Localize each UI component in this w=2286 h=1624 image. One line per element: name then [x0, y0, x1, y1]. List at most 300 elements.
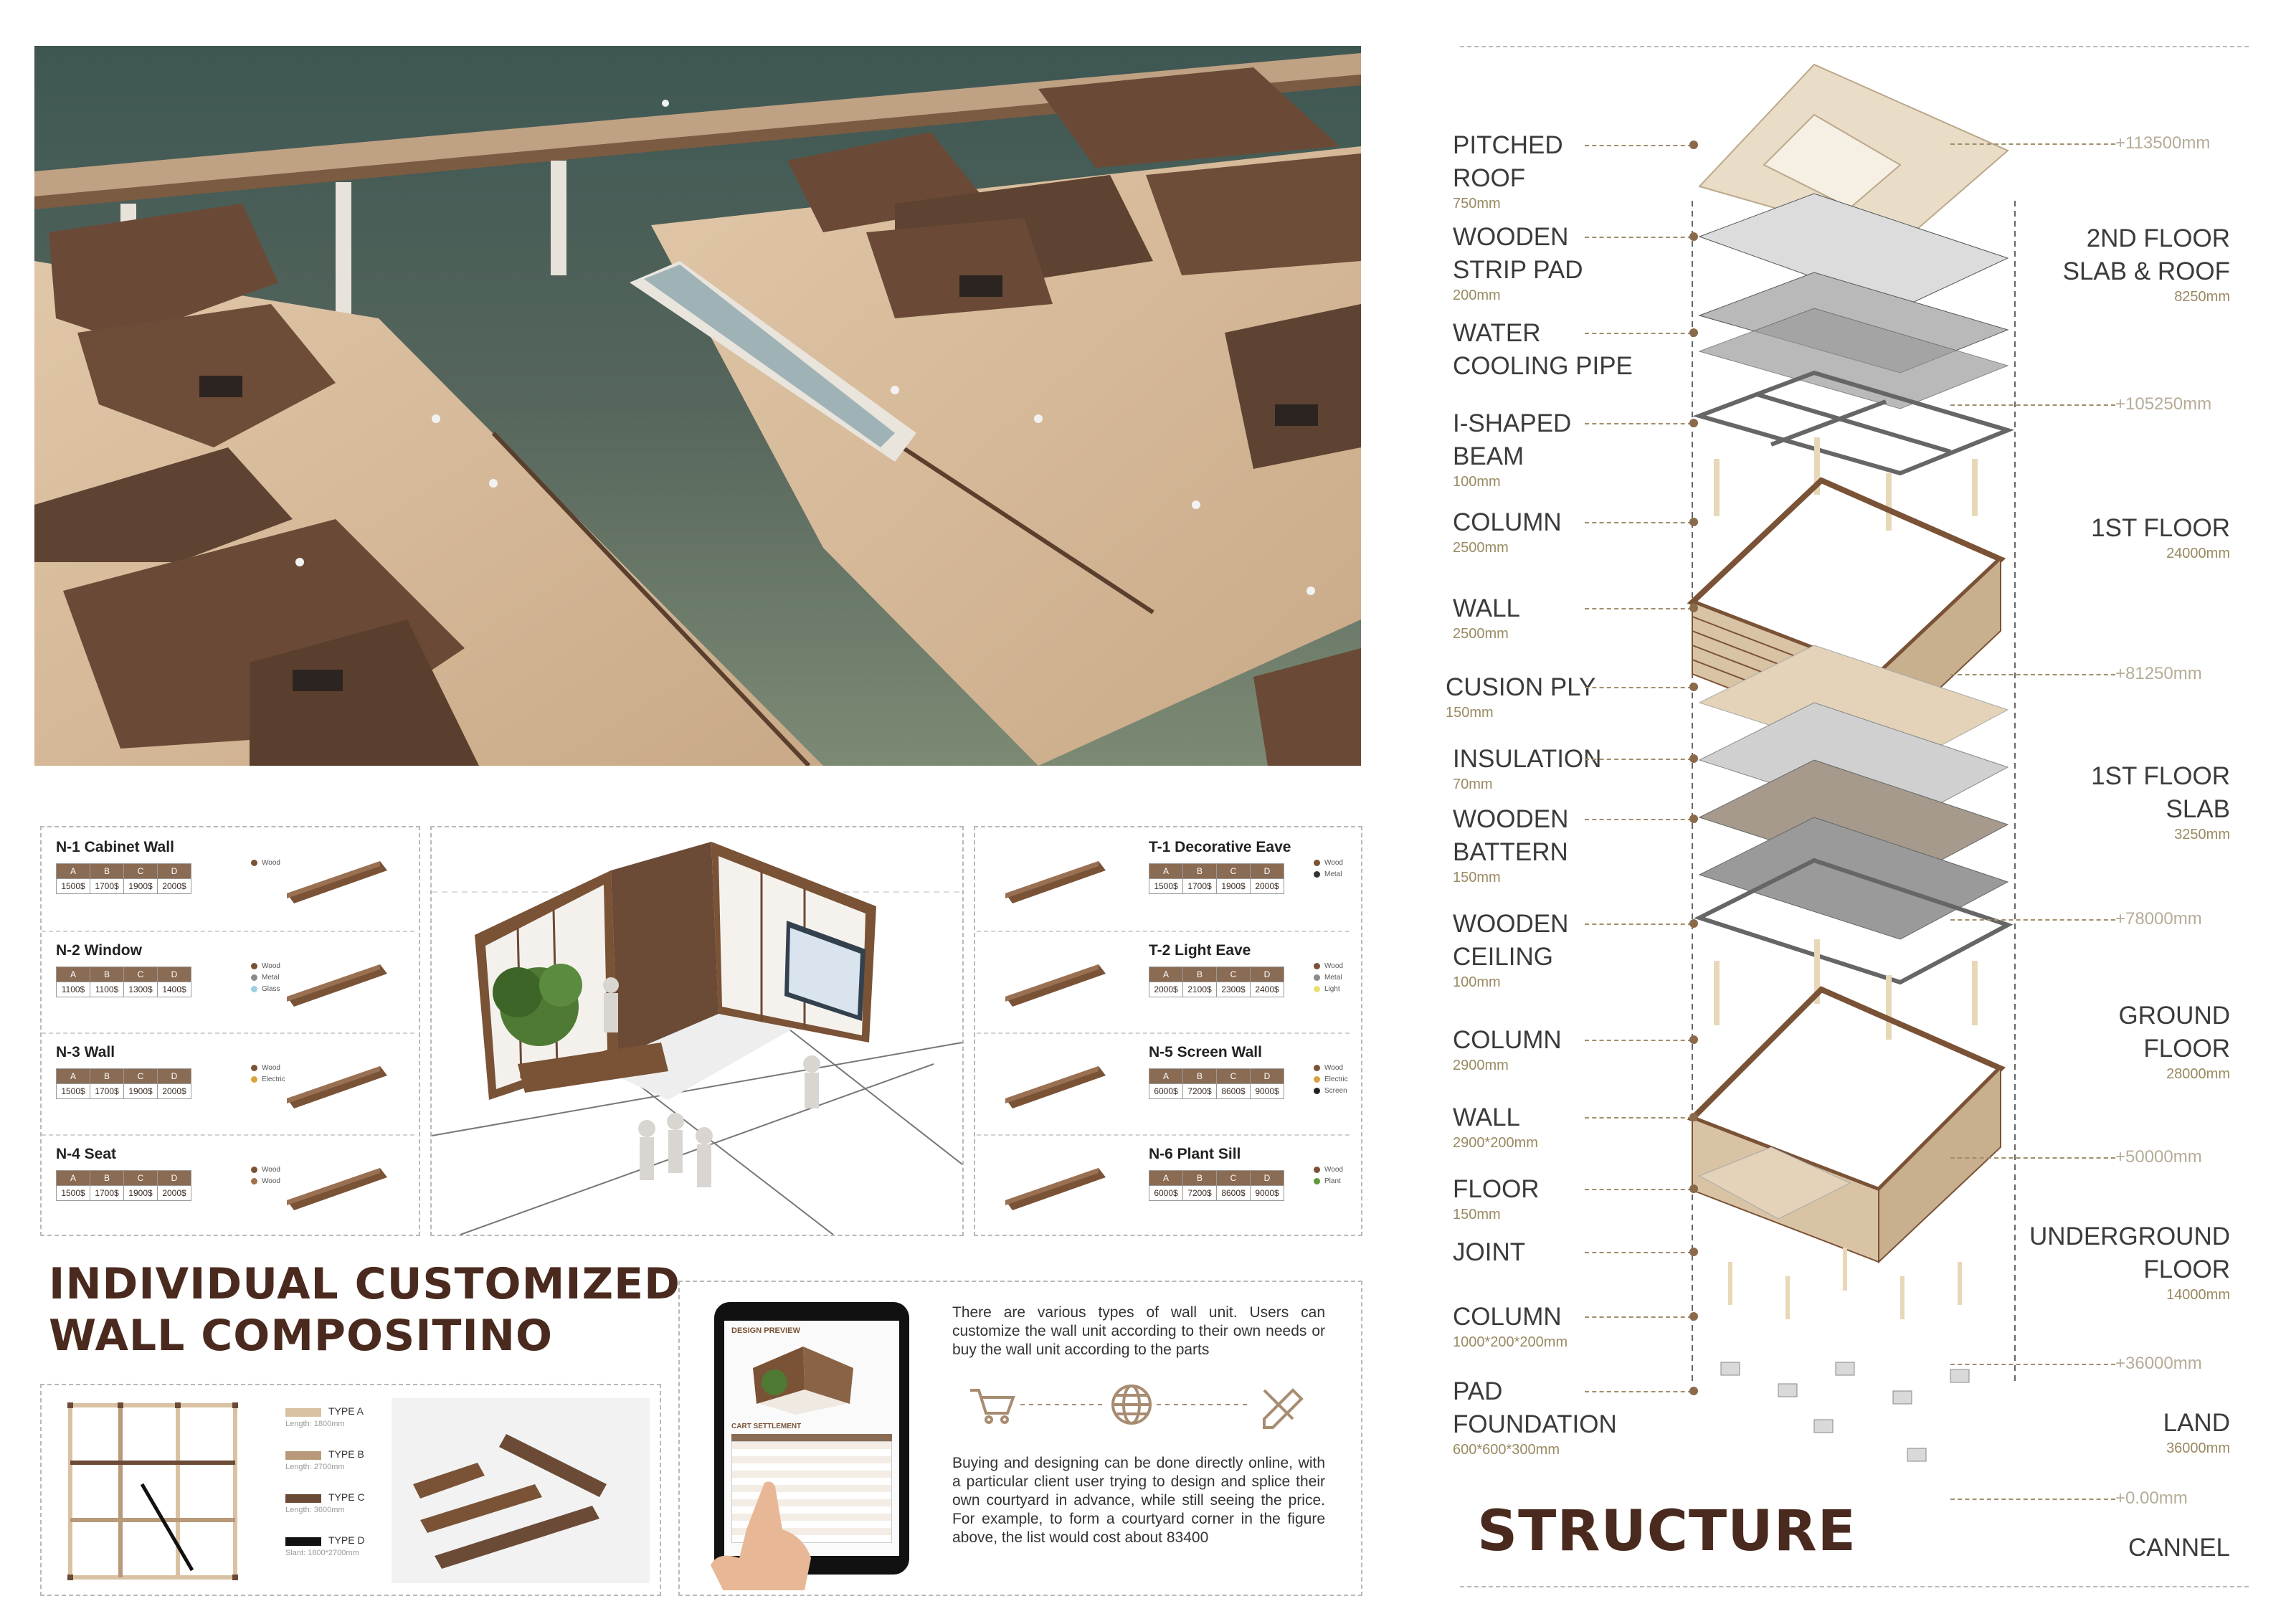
unit-card[interactable] [977, 931, 1350, 1025]
level-label-line2: FLOOR [2143, 1255, 2230, 1283]
price-cell: 1900$ [124, 1084, 158, 1099]
structure-label-line2: ROOF [1453, 164, 1526, 192]
material-legend-item [1314, 1176, 1343, 1187]
material-legend [1314, 961, 1343, 995]
material-label: Wood [1324, 859, 1343, 867]
structure-label [1453, 1301, 1568, 1351]
section-title-line2: WALL COMPOSITINO [49, 1311, 554, 1361]
leader-line [1585, 1252, 1692, 1253]
elevation-line [1950, 674, 2115, 675]
price-cell: 2000$ [158, 1084, 191, 1099]
material-legend-item [1314, 1086, 1348, 1097]
price-cell: 1400$ [158, 982, 191, 997]
level-label-line1: UNDERGROUND [2029, 1222, 2230, 1250]
elevation-value: +50000mm [2115, 1147, 2202, 1167]
price-header: D [158, 864, 191, 879]
unit-thumbnail [280, 850, 394, 908]
material-swatch [251, 860, 257, 866]
price-cell: 1900$ [1217, 879, 1251, 894]
unit-card[interactable] [977, 1134, 1350, 1229]
description-top: There are various types of wall unit. Users can customize the wall unit according to their own needs or buy the wall unit according to the parts [952, 1304, 1325, 1358]
unit-thumbnail [280, 1157, 394, 1215]
price-cell: 7200$ [1183, 1186, 1217, 1201]
price-header: D [158, 1171, 191, 1186]
level-label-line2: SLAB & ROOF [2062, 257, 2230, 285]
material-legend [251, 858, 280, 869]
level-dimension: 8250mm [2174, 289, 2230, 305]
price-header: D [1251, 1171, 1284, 1186]
structure-dimension: 200mm [1453, 288, 1501, 303]
structure-dimension: 150mm [1453, 1207, 1501, 1222]
price-cell: 1500$ [1149, 879, 1183, 894]
unit-card[interactable] [42, 1032, 414, 1127]
material-legend-item [1314, 984, 1343, 995]
material-legend [1314, 1063, 1348, 1097]
price-cell: 1700$ [1183, 879, 1217, 894]
material-legend [251, 1164, 280, 1187]
material-label: Screen [1324, 1087, 1347, 1095]
structure-label [1453, 129, 1563, 212]
leader-line [1585, 1117, 1692, 1119]
structure-bottom-rule [1460, 1586, 2249, 1587]
type-swatch [285, 1537, 321, 1546]
tablet-cart-header: CART SETTLEMENT [731, 1423, 802, 1430]
material-legend-item [1314, 1063, 1348, 1074]
material-legend-item [1314, 961, 1343, 972]
structure-label [1453, 407, 1571, 490]
material-legend-item [1314, 858, 1343, 869]
type-name: TYPE A [328, 1405, 364, 1417]
structure-title: STRUCTURE [1477, 1499, 1856, 1564]
structure-dimension: 600*600*300mm [1453, 1442, 1560, 1458]
elevation-value: +105250mm [2115, 394, 2212, 414]
material-legend-item [1314, 1074, 1348, 1086]
unit-title: N-4 Seat [56, 1146, 117, 1162]
structure-label [1453, 506, 1562, 556]
structure-dimension: 2900*200mm [1453, 1135, 1538, 1151]
leader-line [1585, 1040, 1692, 1041]
price-cell: 1900$ [124, 1186, 158, 1201]
type-length: Length: 2700mm [285, 1463, 345, 1471]
type-length: Length: 3600mm [285, 1506, 345, 1514]
level-label [2163, 1407, 2230, 1457]
structure-label-line1: COLUMN [1453, 1303, 1562, 1331]
structure-dimension: 2500mm [1453, 626, 1509, 642]
leader-dot [1689, 919, 1698, 928]
price-cell: 1700$ [90, 1186, 124, 1201]
structure-label-line2: STRIP PAD [1453, 256, 1583, 284]
level-label [2091, 760, 2230, 843]
leader-dot [1689, 1113, 1698, 1121]
structure-label-line2: COOLING PIPE [1453, 352, 1633, 380]
material-swatch [1314, 1167, 1320, 1173]
price-header: C [1217, 967, 1251, 982]
leader-dot [1689, 815, 1698, 823]
level-dimension: 14000mm [2166, 1287, 2230, 1303]
structure-label-line1: WOODEN [1453, 910, 1569, 938]
structure-label [1453, 803, 1568, 886]
type-item [285, 1491, 371, 1534]
price-header: B [90, 864, 124, 879]
level-label-line1: GROUND [2118, 1002, 2230, 1030]
unit-card[interactable] [42, 931, 414, 1025]
type-name: TYPE C [328, 1491, 365, 1503]
structure-label-line1: COLUMN [1453, 1026, 1562, 1054]
structure-dimension: 150mm [1453, 870, 1501, 885]
leader-line [1585, 423, 1692, 424]
unit-thumbnail [280, 1055, 394, 1113]
unit-thumbnail [998, 1157, 1113, 1215]
structure-label-line1: CUSION PLY [1446, 673, 1596, 701]
price-header: D [1251, 864, 1284, 879]
price-cell: 1500$ [57, 879, 90, 894]
elevation-line [1950, 143, 2115, 145]
structure-label-line1: WOODEN [1453, 805, 1569, 833]
elevation-value: +0.00mm [2115, 1488, 2188, 1508]
price-cell: 6000$ [1149, 1186, 1183, 1201]
price-table [56, 1068, 191, 1099]
unit-thumbnail [998, 954, 1113, 1011]
material-label: Wood [262, 859, 280, 867]
beam-render-image [392, 1398, 650, 1583]
material-label: Electric [262, 1075, 285, 1083]
level-label-line1: 1ST FLOOR [2091, 762, 2230, 790]
leader-line [1585, 522, 1692, 523]
type-item [285, 1448, 371, 1491]
tablet-preview-image [746, 1339, 875, 1418]
beam-render [392, 1398, 650, 1583]
price-cell: 2400$ [1251, 982, 1284, 997]
price-header: D [1251, 1069, 1284, 1084]
structure-label [1453, 317, 1633, 383]
hand-graphic [693, 1476, 822, 1590]
material-label: Plant [1324, 1177, 1341, 1185]
price-cell: 1100$ [57, 982, 90, 997]
unit-thumbnail [280, 954, 394, 1011]
structure-label-line1: WALL [1453, 1103, 1521, 1131]
price-cell: 1100$ [90, 982, 124, 997]
structure-label-line1: WATER [1453, 319, 1541, 347]
material-legend-item [251, 984, 280, 995]
structure-dimension: 150mm [1446, 705, 1494, 721]
price-header: C [124, 1069, 158, 1084]
structure-dimension: 70mm [1453, 777, 1493, 792]
elevation-line [1950, 1364, 2115, 1365]
elevation-line [1950, 1499, 2115, 1500]
material-swatch [1314, 1076, 1320, 1083]
section-title [49, 1258, 680, 1362]
price-header: C [124, 864, 158, 879]
structure-dimension: 750mm [1453, 196, 1501, 212]
price-table [56, 863, 191, 894]
material-swatch [1314, 1178, 1320, 1184]
structure-label-line2: BATTERN [1453, 838, 1568, 866]
structure-label-line1: WOODEN [1453, 223, 1569, 251]
elevation-value: +78000mm [2115, 909, 2202, 929]
aerial-render [34, 46, 1361, 766]
structure-label [1453, 743, 1601, 793]
design-tools-icon [1264, 1390, 1301, 1428]
leader-dot [1689, 232, 1698, 241]
price-header: D [158, 967, 191, 982]
price-cell: 1300$ [124, 982, 158, 997]
leader-dot [1689, 1184, 1698, 1193]
material-legend-item [251, 1164, 280, 1176]
price-header: A [1149, 1069, 1183, 1084]
section-title-line1: INDIVIDUAL CUSTOMIZED [49, 1259, 680, 1309]
leader-line [1585, 145, 1692, 146]
structure-label [1453, 1236, 1525, 1269]
price-cell: 8600$ [1217, 1084, 1251, 1099]
leader-dot [1689, 141, 1698, 149]
material-swatch [251, 963, 257, 969]
unit-title: T-2 Light Eave [1149, 942, 1251, 959]
leader-dot [1689, 1312, 1698, 1321]
material-label: Light [1324, 985, 1340, 993]
online-design-panel [678, 1281, 1362, 1596]
level-label-line1: 2ND FLOOR [2086, 224, 2230, 252]
material-legend [1314, 1164, 1343, 1187]
leader-line [1585, 237, 1692, 238]
price-header: C [1217, 864, 1251, 879]
structure-label [1453, 592, 1520, 642]
material-legend-item [251, 961, 280, 972]
process-icons [963, 1380, 1314, 1430]
structure-label-line2: FOUNDATION [1453, 1410, 1617, 1438]
price-header: A [1149, 1171, 1183, 1186]
price-header: A [57, 864, 90, 879]
structure-label [1446, 671, 1595, 721]
price-header: C [1217, 1069, 1251, 1084]
material-swatch [1314, 986, 1320, 992]
structure-label [1453, 221, 1583, 304]
price-cell: 8600$ [1217, 1186, 1251, 1201]
structure-label-line2: CEILING [1453, 943, 1554, 971]
price-header: B [1183, 1171, 1217, 1186]
material-legend [1314, 858, 1343, 880]
type-item [285, 1405, 371, 1448]
level-label-line2: FLOOR [2143, 1035, 2230, 1063]
structure-label-line1: JOINT [1453, 1238, 1526, 1266]
material-swatch [1314, 860, 1320, 866]
material-swatch [251, 1076, 257, 1083]
type-length: Length: 1800mm [285, 1420, 345, 1428]
structure-label [1453, 1375, 1617, 1458]
price-header: B [90, 1069, 124, 1084]
level-label [2063, 222, 2230, 305]
structure-label [1453, 1173, 1540, 1223]
elevation-line [1950, 404, 2115, 406]
elevation-value: +36000mm [2115, 1354, 2202, 1373]
cart-icon [970, 1390, 1013, 1423]
leader-dot [1689, 604, 1698, 612]
leader-line [1585, 1391, 1692, 1392]
material-legend-item [1314, 1164, 1343, 1176]
structure-label-line1: INSULATION [1453, 745, 1602, 773]
level-label-line1: LAND [2163, 1409, 2230, 1437]
exploded-axonometric [1671, 57, 2044, 1513]
leader-dot [1689, 683, 1698, 691]
material-legend [251, 961, 280, 995]
type-length: Slant: 1800*2700mm [285, 1549, 359, 1557]
material-label: Wood [262, 1166, 280, 1174]
level-label-line1: 1ST FLOOR [2091, 514, 2230, 542]
price-header: D [158, 1069, 191, 1084]
structure-label [1453, 1101, 1538, 1151]
price-header: A [1149, 967, 1183, 982]
price-cell: 1700$ [90, 1084, 124, 1099]
elevation-line [1950, 919, 2115, 921]
material-label: Metal [1324, 870, 1342, 878]
price-cell: 1700$ [90, 879, 124, 894]
price-cell: 2000$ [1149, 982, 1183, 997]
price-cell: 6000$ [1149, 1084, 1183, 1099]
unit-title: N-3 Wall [56, 1044, 115, 1060]
material-label: Wood [1324, 1064, 1343, 1072]
price-header: A [1149, 864, 1183, 879]
material-legend-item [251, 858, 280, 869]
price-header: A [57, 967, 90, 982]
elevation-value: +113500mm [2115, 133, 2211, 153]
structure-label-line1: PITCHED [1453, 131, 1563, 159]
price-header: B [90, 1171, 124, 1186]
leader-dot [1689, 1035, 1698, 1044]
type-swatch [285, 1408, 321, 1417]
structure-label-line1: I-SHAPED [1453, 409, 1572, 437]
price-table [1149, 1068, 1284, 1099]
level-label [2118, 999, 2230, 1083]
globe-icon [1113, 1386, 1150, 1423]
unit-thumbnail [998, 850, 1113, 908]
elevation-value: +81250mm [2115, 664, 2202, 683]
aerial-render-image [34, 46, 1361, 766]
level-dimension: 28000mm [2166, 1066, 2230, 1082]
structure-label [1453, 908, 1568, 991]
structure-dimension: 2500mm [1453, 540, 1509, 556]
price-cell: 2000$ [158, 1186, 191, 1201]
unit-thumbnail [998, 1055, 1113, 1113]
type-item [285, 1534, 371, 1577]
structure-label-line1: PAD [1453, 1377, 1503, 1405]
courtyard-axon-panel [430, 826, 964, 1236]
material-swatch [1314, 974, 1320, 981]
leader-line [1585, 923, 1692, 925]
price-header: B [1183, 864, 1217, 879]
unit-card[interactable] [977, 1032, 1350, 1127]
unit-card[interactable] [42, 1134, 414, 1229]
material-label: Metal [1324, 974, 1342, 982]
price-header: B [90, 967, 124, 982]
material-label: Wood [262, 1177, 280, 1185]
unit-title: T-1 Decorative Eave [1149, 839, 1291, 855]
leader-line [1585, 333, 1692, 334]
material-swatch [251, 1167, 257, 1173]
material-label: Wood [262, 962, 280, 970]
price-header: C [124, 1171, 158, 1186]
price-cell: 1500$ [57, 1186, 90, 1201]
price-table [56, 1170, 191, 1201]
material-swatch [1314, 871, 1320, 878]
material-swatch [1314, 963, 1320, 969]
unit-card[interactable] [42, 829, 414, 922]
material-label: Wood [1324, 962, 1343, 970]
type-swatch [285, 1494, 321, 1503]
courtyard-axon-image [432, 827, 962, 1235]
price-cell: 2300$ [1217, 982, 1251, 997]
price-cell: 9000$ [1251, 1186, 1284, 1201]
leader-line [1585, 608, 1692, 609]
unit-title: N-5 Screen Wall [1149, 1044, 1262, 1060]
material-legend-item [251, 1176, 280, 1187]
level-label [2029, 1220, 2230, 1304]
price-table [1149, 863, 1284, 894]
price-header: B [1183, 967, 1217, 982]
price-cell: 2100$ [1183, 982, 1217, 997]
leader-dot [1689, 419, 1698, 427]
leader-line [1585, 759, 1692, 760]
structure-label-line2: BEAM [1453, 442, 1524, 470]
material-label: Glass [262, 985, 280, 993]
material-swatch [251, 986, 257, 992]
price-cell: 2000$ [1251, 879, 1284, 894]
level-label-line1: CANNEL [2128, 1534, 2230, 1562]
structure-label [1453, 1024, 1562, 1074]
material-label: Wood [262, 1064, 280, 1072]
material-label: Metal [262, 974, 280, 982]
leader-dot [1689, 328, 1698, 337]
leader-line [1585, 1189, 1692, 1190]
unit-title: N-2 Window [56, 942, 142, 959]
structure-label-line1: WALL [1453, 594, 1521, 622]
tablet-header: DESIGN PREVIEW [731, 1326, 800, 1335]
type-swatch [285, 1451, 321, 1460]
leader-dot [1689, 1248, 1698, 1256]
material-swatch [251, 974, 257, 981]
material-legend-item [1314, 972, 1343, 984]
material-swatch [251, 1065, 257, 1071]
type-legend [285, 1405, 371, 1577]
structure-dimension: 100mm [1453, 974, 1501, 990]
structure-dimension: 1000*200*200mm [1453, 1334, 1568, 1350]
elevation-line [1950, 1157, 2115, 1159]
price-table [1149, 967, 1284, 997]
unit-card[interactable] [977, 829, 1350, 922]
price-header: A [57, 1171, 90, 1186]
material-swatch [251, 1178, 257, 1184]
type-name: TYPE D [328, 1534, 365, 1546]
price-header: A [57, 1069, 90, 1084]
level-label [2128, 1532, 2230, 1564]
price-header: C [1217, 1171, 1251, 1186]
level-dimension: 3250mm [2174, 827, 2230, 842]
description-bottom: Buying and designing can be done directly online, with a particular client user trying to design and splice their own courtyard in advance, while still seeing the price. For example, to form a courtyard corner in the figure above, the list would cost about 83400 [952, 1455, 1325, 1546]
material-label: Wood [1324, 1166, 1343, 1174]
price-cell: 9000$ [1251, 1084, 1284, 1099]
price-cell: 2000$ [158, 879, 191, 894]
level-dimension: 24000mm [2166, 546, 2230, 561]
grid-plan-diagram [63, 1398, 242, 1585]
level-label-line2: SLAB [2166, 795, 2230, 823]
unit-title: N-1 Cabinet Wall [56, 839, 174, 855]
level-dimension: 36000mm [2166, 1440, 2230, 1456]
structure-dimension: 100mm [1453, 474, 1501, 490]
leader-line [1585, 1316, 1692, 1318]
structure-label-line1: FLOOR [1453, 1175, 1540, 1203]
type-name: TYPE B [328, 1448, 364, 1460]
unit-title: N-6 Plant Sill [1149, 1146, 1241, 1162]
material-legend-item [251, 972, 280, 984]
leader-line [1585, 819, 1692, 820]
